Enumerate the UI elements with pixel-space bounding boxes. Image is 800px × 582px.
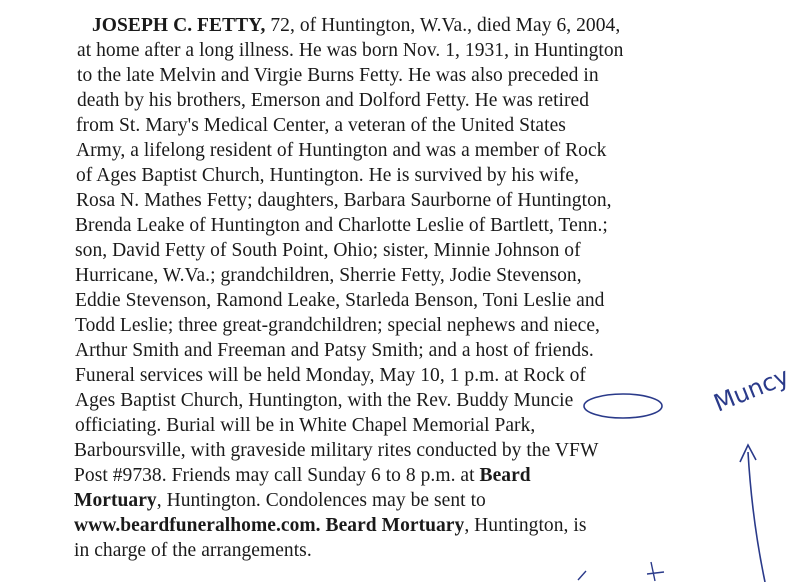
obituary-line-16: Ages Baptist Church, Huntington, with the Rev. Buddy Muncie (75, 390, 574, 411)
obituary-line-7: of Ages Baptist Church, Huntington. He is survived by his wife, (76, 165, 580, 186)
obituary-line-10: son, David Fetty of South Point, Ohio; sister, Minnie Johnson of (75, 240, 581, 261)
obituary-line-3: to the late Melvin and Virgie Burns Fetty. He was also preceded in (77, 65, 599, 86)
circle-annotation-mark (584, 394, 662, 418)
obituary-line-17: officiating. Burial will be in White Chapel Memorial Park, (75, 415, 536, 436)
pen-mark (647, 562, 664, 581)
website-link-text: www.beardfuneralhome.com. Beard Mortuary (74, 515, 465, 536)
obituary-line-21: www.beardfuneralhome.com. Beard Mortuary, Huntington, is (74, 515, 587, 536)
obituary-line-13: Todd Leslie; three great-grandchildren; special nephews and niece, (75, 315, 600, 336)
obituary-line-19: Post #9738. Friends may call Sunday 6 to 8 p.m. at Beard (74, 465, 531, 486)
obituary-line-14: Arthur Smith and Freeman and Patsy Smith; and a host of friends. (75, 340, 594, 361)
obituary-line-9: Brenda Leake of Huntington and Charlotte Leslie of Bartlett, Tenn.; (75, 215, 608, 236)
obituary-line-1: JOSEPH C. FETTY, 72, of Huntington, W.Va., died May 6, 2004, (92, 15, 621, 36)
obituary-line-12: Eddie Stevenson, Ramond Leake, Starleda Benson, Toni Leslie and (75, 290, 605, 311)
decedent-name: JOSEPH C. FETTY, (92, 15, 266, 36)
pen-mark (578, 571, 586, 580)
obituary-line-4: death by his brothers, Emerson and Dolford Fetty. He was retired (77, 90, 590, 111)
obituary-line-11: Hurricane, W.Va.; grandchildren, Sherrie Fetty, Jodie Stevenson, (75, 265, 582, 286)
obituary-line-8: Rosa N. Mathes Fetty; daughters, Barbara Saurborne of Huntington, (76, 190, 612, 211)
handwritten-correction: Muncy (709, 362, 794, 418)
obituary-line-15: Funeral services will be held Monday, May 10, 1 p.m. at Rock of (75, 365, 586, 386)
obituary-line-22: in charge of the arrangements. (74, 540, 312, 561)
obituary-line-20: Mortuary, Huntington. Condolences may be sent to (74, 490, 486, 511)
obituary-line-2: at home after a long illness. He was born Nov. 1, 1931, in Huntington (77, 40, 624, 61)
obituary-line-6: Army, a lifelong resident of Huntington and was a member of Rock (76, 140, 607, 161)
obituary-line-18: Barboursville, with graveside military rites conducted by the VFW (74, 440, 599, 461)
arrow-line (748, 452, 765, 582)
obituary-line-5: from St. Mary's Medical Center, a veteran of the United States (76, 115, 566, 136)
